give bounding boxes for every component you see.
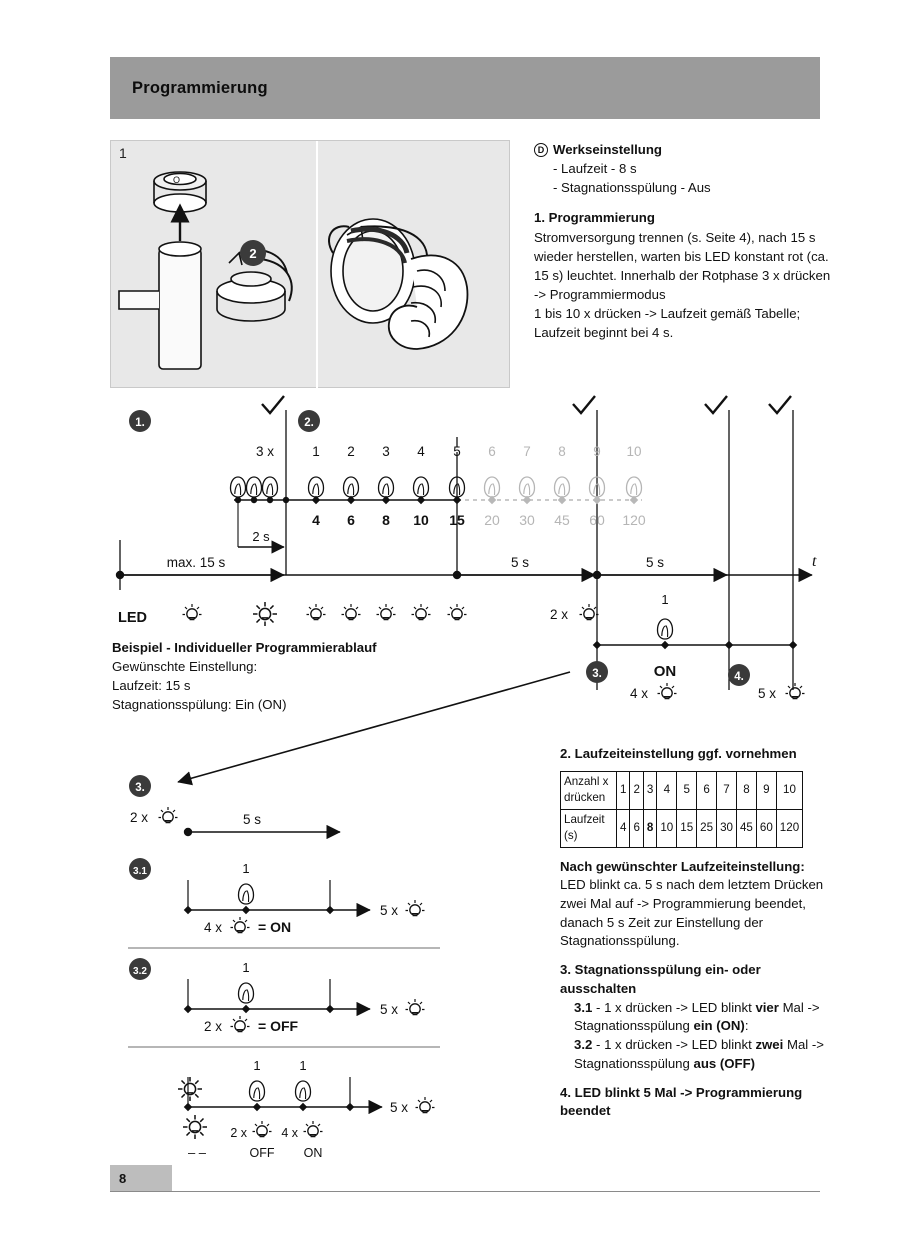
svg-text:1.: 1. — [135, 417, 145, 429]
step-32-label: 3.2 — [574, 1037, 593, 1053]
detail-blink-5x-a: 5 x — [380, 903, 399, 918]
led-icon — [580, 604, 599, 620]
svg-text:60: 60 — [589, 512, 605, 528]
duration-labels — [312, 512, 465, 528]
detail-on: ON — [303, 1146, 323, 1160]
svg-text:120: 120 — [622, 512, 646, 528]
notes-step32 — [560, 1036, 835, 1073]
detail-blink-2x: 2 x — [129, 810, 148, 825]
cell: 25 — [697, 809, 717, 847]
detail-dash: – – — [187, 1145, 207, 1160]
svg-text:O: O — [173, 175, 181, 185]
svg-text:10: 10 — [413, 512, 429, 528]
cell: 10 — [776, 771, 802, 809]
svg-text:3.: 3. — [592, 668, 602, 680]
svg-text:7: 7 — [523, 444, 531, 459]
page-number: 8 — [110, 1165, 172, 1191]
example-line-2: Laufzeit: 15 s — [112, 678, 191, 694]
step-31-bold-1: vier — [755, 999, 779, 1015]
svg-text:9: 9 — [593, 444, 601, 459]
detail-blink-5x-c: 5 x — [390, 1100, 409, 1115]
hand-icon — [247, 477, 262, 497]
cell: 1 — [617, 771, 630, 809]
runtime-row-label-2: Laufzeit (s) — [561, 809, 617, 847]
notes-body: LED blinkt ca. 5 s nach dem letztem Drücken zwei Mal auf -> Programmierung beendet, danach 5 s Zeit zur Einstellung der Stagnationsspülung. — [560, 877, 824, 949]
svg-text:8: 8 — [382, 512, 390, 528]
example-line-3: Stagnationsspülung: Ein (ON) — [112, 697, 287, 713]
detail-mini-2x: 2 x — [230, 1126, 247, 1140]
detail-step-32-badge — [129, 958, 151, 980]
press-count-labels — [312, 444, 641, 459]
led-icon — [307, 604, 326, 620]
cell: 9 — [756, 771, 776, 809]
table-row — [561, 771, 803, 809]
factory-line-1: - Laufzeit - 8 s — [553, 161, 637, 177]
svg-text:1: 1 — [312, 444, 320, 459]
cell: 4 — [617, 809, 630, 847]
step-32-bold-2: aus (OFF) — [693, 1055, 756, 1071]
cell: 30 — [717, 809, 737, 847]
notes-step31 — [560, 999, 835, 1036]
led-icon — [448, 604, 467, 620]
svg-text:3: 3 — [382, 444, 390, 459]
cell: 6 — [697, 771, 717, 809]
detail-step-31-badge — [129, 858, 151, 880]
axis-label-t: t — [812, 553, 817, 570]
country-badge: D — [534, 143, 548, 157]
page-title: Programmierung — [132, 78, 268, 97]
timeline-step-3-badge — [586, 661, 608, 683]
svg-text:20: 20 — [484, 512, 500, 528]
programming-section-title: 1. Programmierung — [534, 210, 655, 226]
example-title: Beispiel - Individueller Programmierablauf — [112, 640, 377, 655]
step-31-colon: : — [744, 1018, 749, 1034]
example-text-block — [112, 638, 442, 715]
notes-step3-title: 3. Stagnationsspülung ein- oder ausschalten — [560, 962, 761, 996]
svg-text:1: 1 — [299, 1058, 307, 1073]
blink-2x-label: 2 x — [549, 607, 568, 622]
programming-body-2: 1 bis 10 x drücken -> Laufzeit gemäß Tabelle; Laufzeit beginnt bei 4 s. — [534, 306, 801, 341]
cell: 8 — [736, 771, 756, 809]
cell: 120 — [776, 809, 802, 847]
svg-text:1: 1 — [242, 861, 250, 876]
notes-step4-title: 4. LED blinkt 5 Mal -> Programmierung beendet — [560, 1084, 803, 1119]
blink-5x-label: 5 x — [757, 686, 776, 701]
cell: 4 — [657, 771, 677, 809]
led-icon — [342, 604, 361, 620]
cell: 2 — [630, 771, 643, 809]
step-31-bold-2: ein (ON) — [693, 1018, 745, 1034]
led-icon — [253, 602, 277, 626]
step-31-text-a: - 1 x drücken -> LED blinkt — [592, 999, 756, 1015]
detail-press-4x: 4 x — [203, 920, 222, 935]
t5s-label-b: 5 s — [645, 555, 665, 570]
example-line-1: Gewünschte Einstellung: — [112, 659, 258, 675]
led-icon — [412, 604, 431, 620]
cell: 10 — [657, 809, 677, 847]
detail-mini-4x: 4 x — [281, 1126, 298, 1140]
detail-off: OFF — [249, 1146, 275, 1160]
page-footer-rule — [110, 1191, 820, 1192]
timeline-step-2-badge — [298, 410, 320, 432]
checkmarks — [262, 396, 791, 413]
svg-text:4.: 4. — [734, 671, 744, 683]
svg-text:2: 2 — [249, 246, 257, 261]
notes-title: Nach gewünschter Laufzeiteinstellung: — [560, 858, 805, 874]
hand-icon — [263, 477, 278, 497]
detail-5s: 5 s — [242, 812, 262, 827]
blink-4x-label: 4 x — [629, 686, 648, 701]
cell: 60 — [756, 809, 776, 847]
svg-text:1: 1 — [242, 960, 250, 975]
svg-text:6: 6 — [488, 444, 496, 459]
svg-text:3.: 3. — [135, 782, 145, 794]
factory-title: Werkseinstellung — [553, 142, 662, 157]
cell: 6 — [630, 809, 643, 847]
runtime-row-label-1: Anzahl x drücken — [561, 771, 617, 809]
svg-text:6: 6 — [347, 512, 355, 528]
led-icon — [377, 604, 396, 620]
detail-eq-on: = ON — [258, 919, 292, 935]
step-32-text-a: - 1 x drücken -> LED blinkt — [592, 1037, 756, 1053]
runtime-section-title: 2. Laufzeiteinstellung ggf. vornehmen — [560, 746, 797, 761]
svg-text:3.2: 3.2 — [133, 966, 147, 977]
max-15s-label: max. 15 s — [166, 555, 226, 570]
factory-line-2: - Stagnationsspülung - Aus — [553, 180, 711, 196]
detail-blink-5x-b: 5 x — [380, 1002, 399, 1017]
svg-text:1: 1 — [661, 592, 669, 607]
svg-text:30: 30 — [519, 512, 535, 528]
cell: 45 — [736, 809, 756, 847]
timeline-step-4-badge — [728, 664, 750, 686]
svg-text:5: 5 — [453, 444, 461, 459]
svg-text:4: 4 — [312, 512, 320, 528]
t5s-label-a: 5 s — [510, 555, 530, 570]
press-3x-label: 3 x — [255, 444, 275, 459]
cell: 5 — [677, 771, 697, 809]
svg-text:4: 4 — [417, 444, 425, 459]
svg-text:2: 2 — [347, 444, 355, 459]
table-row — [561, 809, 803, 847]
svg-text:10: 10 — [626, 444, 642, 459]
svg-text:1: 1 — [253, 1058, 261, 1073]
svg-text:15: 15 — [449, 512, 465, 528]
cell: 3 — [643, 771, 656, 809]
step-31-label: 3.1 — [574, 999, 593, 1015]
programming-body: Stromversorgung trennen (s. Seite 4), nach 15 s wieder herstellen, warten bis LED konstant rot (ca. 15 s) leuchtet. Innerhalb der Rotphase 3 x drücken -> Programmiermodus — [534, 229, 831, 302]
cell: 7 — [717, 771, 737, 809]
illustration-label-1: 1 — [119, 145, 127, 161]
detail-press-2x: 2 x — [203, 1019, 222, 1034]
svg-text:45: 45 — [554, 512, 570, 528]
cell: 15 — [677, 809, 697, 847]
duration-labels-gray — [484, 512, 646, 528]
led-row-label: LED — [118, 610, 147, 626]
runtime-table — [560, 771, 803, 848]
cell: 8 — [643, 809, 656, 847]
timeline-step-1-badge — [129, 410, 151, 432]
on-label: ON — [653, 663, 677, 680]
svg-text:3.1: 3.1 — [133, 866, 147, 877]
svg-text:2.: 2. — [304, 417, 314, 429]
step-32-text-b: Mal -> Stagnationsspülung — [574, 1037, 824, 1071]
svg-text:8: 8 — [558, 444, 566, 459]
led-icon — [183, 604, 202, 620]
runtime-section — [560, 745, 835, 1121]
step-31-text-b: Mal -> Stagnationsspülung — [574, 999, 820, 1034]
hand-icon — [231, 477, 246, 497]
step-32-bold-1: zwei — [755, 1037, 784, 1053]
t2s-label: 2 s — [252, 529, 270, 544]
detail-step-3-badge — [129, 775, 151, 797]
detail-eq-off: = OFF — [258, 1018, 299, 1034]
